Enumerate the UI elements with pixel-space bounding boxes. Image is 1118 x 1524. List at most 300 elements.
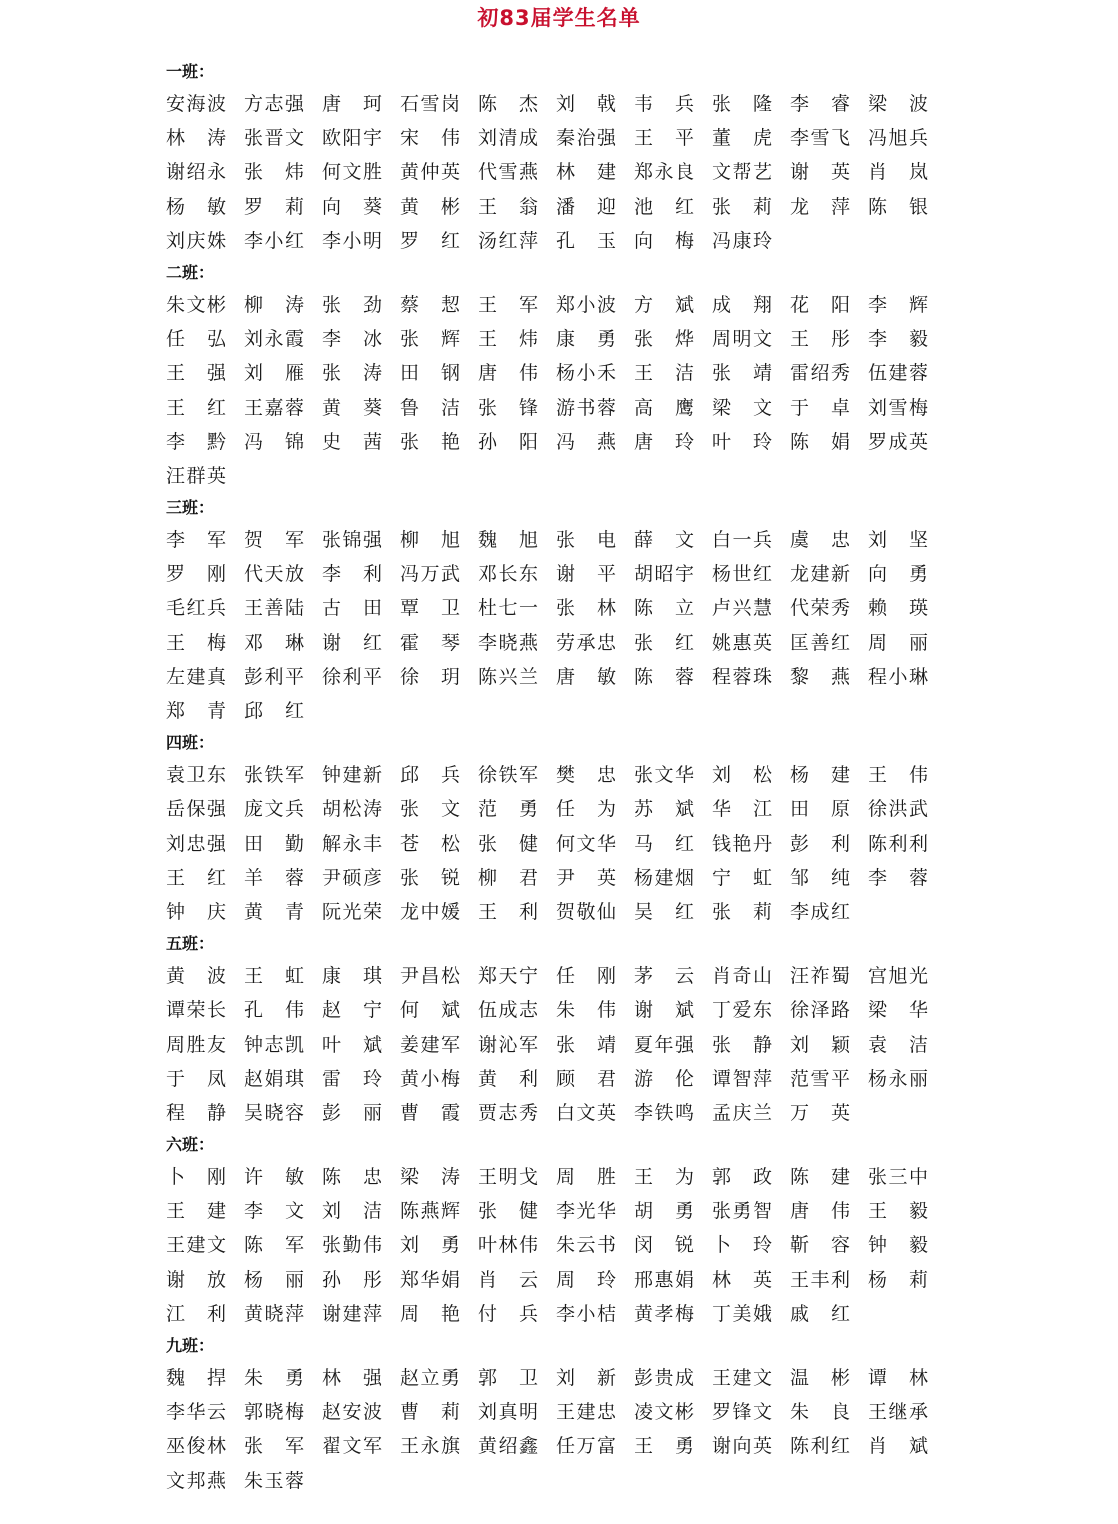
student-name: 谢 绍 永 bbox=[166, 161, 226, 184]
student-name: 孔 玉 bbox=[556, 229, 616, 252]
student-name: 匡 善 红 bbox=[790, 631, 850, 654]
student-name: 谭 林 bbox=[868, 1367, 928, 1389]
student-name: 刘 戟 bbox=[556, 93, 616, 115]
student-name: 魏 旭 bbox=[478, 529, 538, 552]
student-name: 王 利 bbox=[478, 900, 538, 923]
student-name: 梁 波 bbox=[868, 93, 928, 115]
student-name: 邓 琳 bbox=[244, 631, 304, 654]
student-name: 黄 波 bbox=[166, 965, 226, 988]
student-name: 杨 建 bbox=[790, 764, 850, 787]
student-name: 李 成 红 bbox=[790, 900, 850, 923]
class-section bbox=[166, 728, 946, 929]
student-name: 刘 颖 bbox=[790, 1033, 850, 1056]
student-name: 宁 虹 bbox=[712, 866, 772, 889]
student-name: 任 为 bbox=[556, 798, 616, 821]
student-name: 赵 娟 琪 bbox=[244, 1067, 304, 1090]
student-name: 贺 敬 仙 bbox=[556, 900, 616, 923]
student-name: 郑 小 波 bbox=[556, 293, 616, 316]
student-name: 贺 军 bbox=[244, 529, 304, 552]
student-name: 唐 玲 bbox=[634, 430, 694, 453]
student-name: 徐 泽 路 bbox=[790, 999, 850, 1022]
student-name: 谢 建 萍 bbox=[322, 1302, 382, 1325]
student-name: 张 锐 bbox=[400, 866, 460, 889]
name-grid bbox=[166, 959, 946, 1130]
student-name: 张 文 华 bbox=[634, 764, 694, 787]
student-name: 温 彬 bbox=[790, 1367, 850, 1389]
student-name: 虞 忠 bbox=[790, 529, 850, 552]
student-name: 林 强 bbox=[322, 1367, 382, 1389]
student-name: 向 葵 bbox=[322, 195, 382, 218]
student-name: 杨 建 烟 bbox=[634, 866, 694, 889]
student-name: 龙 建 新 bbox=[790, 563, 850, 586]
student-name: 邱 兵 bbox=[400, 764, 460, 787]
student-name: 代 荣 秀 bbox=[790, 597, 850, 620]
student-name: 覃 卫 bbox=[400, 597, 460, 620]
student-name: 代 天 放 bbox=[244, 563, 304, 586]
student-name: 王 为 bbox=[634, 1166, 694, 1189]
student-name: 王 善 陆 bbox=[244, 597, 304, 620]
student-name: 毛 红 兵 bbox=[166, 597, 226, 620]
student-name: 黎 燕 bbox=[790, 665, 850, 688]
student-name: 田 原 bbox=[790, 798, 850, 821]
student-name: 魏 捍 bbox=[166, 1367, 226, 1389]
student-name: 曹 霞 bbox=[400, 1101, 460, 1124]
student-name: 夏 年 强 bbox=[634, 1033, 694, 1056]
student-name: 张 烨 bbox=[634, 328, 694, 351]
student-name: 罗 莉 bbox=[244, 195, 304, 218]
student-name: 钟 建 新 bbox=[322, 764, 382, 787]
student-name: 王 红 bbox=[166, 396, 226, 419]
student-name: 刘 雁 bbox=[244, 362, 304, 385]
student-name: 马 红 bbox=[634, 832, 694, 855]
student-name: 王 嘉 蓉 bbox=[244, 396, 304, 419]
student-name: 肖 斌 bbox=[868, 1435, 928, 1458]
student-name: 柳 君 bbox=[478, 866, 538, 889]
student-name: 周 明 文 bbox=[712, 328, 772, 351]
student-name: 白 一 兵 bbox=[712, 529, 772, 552]
student-name: 刘 坚 bbox=[868, 529, 928, 552]
student-name: 李 辉 bbox=[868, 293, 928, 316]
student-name: 任 弘 bbox=[166, 328, 226, 351]
student-name: 叶 玲 bbox=[712, 430, 772, 453]
student-name: 郭 卫 bbox=[478, 1367, 538, 1389]
student-name: 阮 光 荣 bbox=[322, 900, 382, 923]
student-name: 朱 良 bbox=[790, 1401, 850, 1424]
student-name: 郑 华 娟 bbox=[400, 1268, 460, 1291]
student-name: 李 睿 bbox=[790, 93, 850, 115]
student-name: 谢 斌 bbox=[634, 999, 694, 1022]
student-name: 梁 文 bbox=[712, 396, 772, 419]
student-name: 伍 建 蓉 bbox=[868, 362, 928, 385]
name-grid bbox=[166, 523, 946, 728]
student-name: 花 阳 bbox=[790, 293, 850, 316]
student-name: 林 英 bbox=[712, 1268, 772, 1291]
student-name: 方 斌 bbox=[634, 293, 694, 316]
student-name: 罗 锋 文 bbox=[712, 1401, 772, 1424]
student-name: 杨 莉 bbox=[868, 1268, 928, 1291]
student-name: 孟 庆 兰 bbox=[712, 1101, 772, 1124]
student-name: 赵 宁 bbox=[322, 999, 382, 1022]
student-name: 张 艳 bbox=[400, 430, 460, 453]
student-name: 陈 军 bbox=[244, 1234, 304, 1257]
student-name: 叶 林 伟 bbox=[478, 1234, 538, 1257]
student-name: 袁 卫 东 bbox=[166, 764, 226, 787]
name-grid bbox=[166, 87, 946, 258]
student-name: 王 丰 利 bbox=[790, 1268, 850, 1291]
student-name: 田 钢 bbox=[400, 362, 460, 385]
student-name: 何 文 华 bbox=[556, 832, 616, 855]
student-name: 谭 智 萍 bbox=[712, 1067, 772, 1090]
student-name: 方 志 强 bbox=[244, 93, 304, 115]
student-name: 闵 锐 bbox=[634, 1234, 694, 1257]
student-name: 胡 昭 宇 bbox=[634, 563, 694, 586]
student-name: 尹 硕 彦 bbox=[322, 866, 382, 889]
student-name: 王 梅 bbox=[166, 631, 226, 654]
student-name: 唐 伟 bbox=[790, 1200, 850, 1223]
student-name: 张 锦 强 bbox=[322, 529, 382, 552]
student-name: 罗 红 bbox=[400, 229, 460, 252]
student-name: 陈 利 红 bbox=[790, 1435, 850, 1458]
student-name: 袁 洁 bbox=[868, 1033, 928, 1056]
student-name: 程 静 bbox=[166, 1101, 226, 1124]
student-name: 王 平 bbox=[634, 127, 694, 150]
student-name: 刘 忠 强 bbox=[166, 832, 226, 855]
student-name: 姜 建 军 bbox=[400, 1033, 460, 1056]
student-name: 凌 文 彬 bbox=[634, 1401, 694, 1424]
student-name: 唐 珂 bbox=[322, 93, 382, 115]
student-name: 朱 玉 蓉 bbox=[244, 1469, 304, 1492]
student-name: 张 炜 bbox=[244, 161, 304, 184]
student-name: 王 伟 bbox=[868, 764, 928, 787]
student-name: 王 军 bbox=[478, 293, 538, 316]
student-name: 薛 文 bbox=[634, 529, 694, 552]
student-name: 石 雪 岗 bbox=[400, 93, 460, 115]
student-name: 周 胜 友 bbox=[166, 1033, 226, 1056]
student-name: 田 勤 bbox=[244, 832, 304, 855]
student-name: 付 兵 bbox=[478, 1302, 538, 1325]
student-name: 张 军 bbox=[244, 1435, 304, 1458]
student-name: 黄 青 bbox=[244, 900, 304, 923]
student-name: 张 健 bbox=[478, 832, 538, 855]
student-name: 王 建 文 bbox=[166, 1234, 226, 1257]
student-name: 吴 晓 容 bbox=[244, 1101, 304, 1124]
student-name: 李 冰 bbox=[322, 328, 382, 351]
student-name: 李 铁 鸣 bbox=[634, 1101, 694, 1124]
student-name: 黄 孝 梅 bbox=[634, 1302, 694, 1325]
student-name: 安 海 波 bbox=[166, 93, 226, 115]
student-name: 张 锋 bbox=[478, 396, 538, 419]
student-name: 叶 斌 bbox=[322, 1033, 382, 1056]
class-section bbox=[166, 1130, 946, 1331]
student-name: 赵 安 波 bbox=[322, 1401, 382, 1424]
student-name: 汪 祚 蜀 bbox=[790, 965, 850, 988]
student-name: 柳 旭 bbox=[400, 529, 460, 552]
student-name: 冯 燕 bbox=[556, 430, 616, 453]
student-roster bbox=[166, 57, 946, 1498]
student-name: 任 刚 bbox=[556, 965, 616, 988]
student-name: 杨 世 红 bbox=[712, 563, 772, 586]
student-name: 胡 松 涛 bbox=[322, 798, 382, 821]
student-name: 刘 松 bbox=[712, 764, 772, 787]
student-name: 文 帮 艺 bbox=[712, 161, 772, 184]
student-name: 李 雪 飞 bbox=[790, 127, 850, 150]
student-name: 王 建 bbox=[166, 1200, 226, 1223]
student-name: 吴 红 bbox=[634, 900, 694, 923]
class-heading: 九班： bbox=[166, 1336, 215, 1355]
student-name: 张 莉 bbox=[712, 195, 772, 218]
student-name: 张 莉 bbox=[712, 900, 772, 923]
student-name: 张 红 bbox=[634, 631, 694, 654]
student-name: 霍 琴 bbox=[400, 631, 460, 654]
student-name: 范 勇 bbox=[478, 798, 538, 821]
student-name: 唐 敏 bbox=[556, 665, 616, 688]
student-name: 卢 兴 慧 bbox=[712, 597, 772, 620]
student-name: 钟 毅 bbox=[868, 1234, 928, 1257]
student-name: 尹 英 bbox=[556, 866, 616, 889]
student-name: 翟 文 军 bbox=[322, 1435, 382, 1458]
student-name: 张 辉 bbox=[400, 328, 460, 351]
student-name: 游 书 蓉 bbox=[556, 396, 616, 419]
student-name: 周 玲 bbox=[556, 1268, 616, 1291]
student-name: 黄 彬 bbox=[400, 195, 460, 218]
student-name: 黄 小 梅 bbox=[400, 1067, 460, 1090]
student-name: 徐 利 平 bbox=[322, 665, 382, 688]
student-name: 林 建 bbox=[556, 161, 616, 184]
student-name: 冯 康 玲 bbox=[712, 229, 772, 252]
student-name: 雷 玲 bbox=[322, 1067, 382, 1090]
student-name: 张 电 bbox=[556, 529, 616, 552]
student-name: 彭 丽 bbox=[322, 1101, 382, 1124]
student-name: 张 勇 智 bbox=[712, 1200, 772, 1223]
student-name: 卜 玲 bbox=[712, 1234, 772, 1257]
class-heading: 二班： bbox=[166, 262, 215, 282]
student-name: 鲁 洁 bbox=[400, 396, 460, 419]
student-name: 李 文 bbox=[244, 1200, 304, 1223]
student-name: 邹 纯 bbox=[790, 866, 850, 889]
student-name: 贾 志 秀 bbox=[478, 1101, 538, 1124]
student-name: 钟 庆 bbox=[166, 900, 226, 923]
student-name: 朱 勇 bbox=[244, 1367, 304, 1389]
student-name: 罗 成 英 bbox=[868, 430, 928, 453]
student-name: 成 翔 bbox=[712, 293, 772, 316]
student-name: 程 小 琳 bbox=[868, 665, 928, 688]
student-name: 陈 忠 bbox=[322, 1166, 382, 1189]
student-name: 左 建 真 bbox=[166, 665, 226, 688]
student-name: 蔡 恝 bbox=[400, 293, 460, 316]
student-name: 韦 兵 bbox=[634, 93, 694, 115]
student-name: 曹 莉 bbox=[400, 1401, 460, 1424]
student-name: 宫 旭 光 bbox=[868, 965, 928, 988]
class-heading: 一班： bbox=[166, 62, 215, 81]
student-name: 梁 华 bbox=[868, 999, 928, 1022]
student-name: 谢 向 英 bbox=[712, 1435, 772, 1458]
student-name: 解 永 丰 bbox=[322, 832, 382, 855]
student-name: 陈 燕 辉 bbox=[400, 1200, 460, 1223]
student-name: 康 琪 bbox=[322, 965, 382, 988]
student-name: 王 建 文 bbox=[712, 1367, 772, 1389]
student-name: 向 梅 bbox=[634, 229, 694, 252]
student-name: 陈 蓉 bbox=[634, 665, 694, 688]
student-name: 邢 惠 娟 bbox=[634, 1268, 694, 1291]
student-name: 唐 伟 bbox=[478, 362, 538, 385]
student-name: 黄 仲 英 bbox=[400, 161, 460, 184]
student-name: 李 军 bbox=[166, 529, 226, 552]
class-heading: 五班： bbox=[166, 934, 215, 954]
student-name: 欧 阳 宇 bbox=[322, 127, 382, 150]
student-name: 何 斌 bbox=[400, 999, 460, 1022]
student-name: 黄 晓 萍 bbox=[244, 1302, 304, 1325]
student-name: 赵 立 勇 bbox=[400, 1367, 460, 1389]
student-name: 刘 庆 姝 bbox=[166, 229, 226, 252]
student-name: 徐 铁 军 bbox=[478, 764, 538, 787]
student-name: 丁 爱 东 bbox=[712, 999, 772, 1022]
student-name: 李 华 云 bbox=[166, 1401, 226, 1424]
student-name: 彭 利 bbox=[790, 832, 850, 855]
student-name: 钱 艳 丹 bbox=[712, 832, 772, 855]
student-name: 陈 银 bbox=[868, 195, 928, 218]
student-name: 宋 伟 bbox=[400, 127, 460, 150]
student-name: 李 小 红 bbox=[244, 229, 304, 252]
student-name: 龙 萍 bbox=[790, 195, 850, 218]
name-grid bbox=[166, 1160, 946, 1331]
student-name: 顾 君 bbox=[556, 1067, 616, 1090]
student-name: 何 文 胜 bbox=[322, 161, 382, 184]
student-name: 范 雪 平 bbox=[790, 1067, 850, 1090]
student-name: 杨 小 禾 bbox=[556, 362, 616, 385]
student-name: 谢 沁 军 bbox=[478, 1033, 538, 1056]
student-name: 王 炜 bbox=[478, 328, 538, 351]
student-name: 张 晋 文 bbox=[244, 127, 304, 150]
student-name: 赖 瑛 bbox=[868, 597, 928, 620]
student-name: 张 健 bbox=[478, 1200, 538, 1223]
student-name: 邓 长 东 bbox=[478, 563, 538, 586]
student-name: 尹 昌 松 bbox=[400, 965, 460, 988]
student-name: 陈 立 bbox=[634, 597, 694, 620]
student-name: 谢 红 bbox=[322, 631, 382, 654]
student-name: 戚 红 bbox=[790, 1302, 850, 1325]
student-name: 张 林 bbox=[556, 597, 616, 620]
student-name: 王 翁 bbox=[478, 195, 538, 218]
student-name: 陈 建 bbox=[790, 1166, 850, 1189]
student-name: 陈 利 利 bbox=[868, 832, 928, 855]
student-name: 杨 永 丽 bbox=[868, 1067, 928, 1090]
student-name: 劳 承 忠 bbox=[556, 631, 616, 654]
student-name: 汤 红 萍 bbox=[478, 229, 538, 252]
student-name: 张 铁 军 bbox=[244, 764, 304, 787]
student-name: 汪 群 英 bbox=[166, 464, 226, 487]
student-name: 黄 绍 鑫 bbox=[478, 1435, 538, 1458]
class-heading: 三班： bbox=[166, 498, 215, 518]
student-name: 杨 敏 bbox=[166, 195, 226, 218]
student-name: 康 勇 bbox=[556, 328, 616, 351]
student-name: 张 三 中 bbox=[868, 1166, 928, 1189]
student-name: 庞 文 兵 bbox=[244, 798, 304, 821]
student-name: 王 永 旗 bbox=[400, 1435, 460, 1458]
student-name: 谭 荣 长 bbox=[166, 999, 226, 1022]
student-name: 郭 政 bbox=[712, 1166, 772, 1189]
student-name: 孔 伟 bbox=[244, 999, 304, 1022]
student-name: 肖 奇 山 bbox=[712, 965, 772, 988]
student-name: 刘 勇 bbox=[400, 1234, 460, 1257]
student-name: 朱 伟 bbox=[556, 999, 616, 1022]
student-name: 于 卓 bbox=[790, 396, 850, 419]
student-name: 任 万 富 bbox=[556, 1435, 616, 1458]
student-name: 王 毅 bbox=[868, 1200, 928, 1223]
student-name: 谢 平 bbox=[556, 563, 616, 586]
student-name: 郑 永 良 bbox=[634, 161, 694, 184]
student-name: 张 涛 bbox=[322, 362, 382, 385]
student-name: 羊 蓉 bbox=[244, 866, 304, 889]
student-name: 周 艳 bbox=[400, 1302, 460, 1325]
student-name: 谢 英 bbox=[790, 161, 850, 184]
student-name: 江 利 bbox=[166, 1302, 226, 1325]
student-name: 黄 葵 bbox=[322, 396, 382, 419]
student-name: 王 继 承 bbox=[868, 1401, 928, 1424]
student-name: 高 鹰 bbox=[634, 396, 694, 419]
student-name: 华 江 bbox=[712, 798, 772, 821]
student-name: 冯 万 武 bbox=[400, 563, 460, 586]
student-name: 刘 清 成 bbox=[478, 127, 538, 150]
student-name: 李 黔 bbox=[166, 430, 226, 453]
student-name: 刘 真 明 bbox=[478, 1401, 538, 1424]
student-name: 冯 锦 bbox=[244, 430, 304, 453]
student-name: 苏 斌 bbox=[634, 798, 694, 821]
student-name: 陈 兴 兰 bbox=[478, 665, 538, 688]
student-name: 王 明 戈 bbox=[478, 1166, 538, 1189]
class-section bbox=[166, 929, 946, 1130]
class-section bbox=[166, 1331, 946, 1498]
class-heading: 六班： bbox=[166, 1135, 215, 1155]
name-grid bbox=[166, 1361, 946, 1498]
student-name: 孙 阳 bbox=[478, 430, 538, 453]
student-name: 王 勇 bbox=[634, 1435, 694, 1458]
page-title: 初83届学生名单 bbox=[477, 6, 641, 30]
student-name: 游 伦 bbox=[634, 1067, 694, 1090]
student-name: 茅 云 bbox=[634, 965, 694, 988]
student-name: 谢 放 bbox=[166, 1268, 226, 1291]
student-name: 朱 文 彬 bbox=[166, 293, 226, 316]
student-name: 杨 丽 bbox=[244, 1268, 304, 1291]
student-name: 李 蓉 bbox=[868, 866, 928, 889]
class-section bbox=[166, 258, 946, 493]
student-name: 刘 洁 bbox=[322, 1200, 382, 1223]
student-name: 彭 贵 成 bbox=[634, 1367, 694, 1389]
student-name: 王 强 bbox=[166, 362, 226, 385]
student-name: 孙 彤 bbox=[322, 1268, 382, 1291]
student-name: 姚 惠 英 bbox=[712, 631, 772, 654]
student-name: 周 胜 bbox=[556, 1166, 616, 1189]
student-name: 靳 容 bbox=[790, 1234, 850, 1257]
student-name: 王 洁 bbox=[634, 362, 694, 385]
student-name: 张 劲 bbox=[322, 293, 382, 316]
student-name: 王 彤 bbox=[790, 328, 850, 351]
student-name: 李 光 华 bbox=[556, 1200, 616, 1223]
student-name: 刘 新 bbox=[556, 1367, 616, 1389]
student-name: 梁 涛 bbox=[400, 1166, 460, 1189]
student-name: 彭 利 平 bbox=[244, 665, 304, 688]
student-name: 杜 七 一 bbox=[478, 597, 538, 620]
student-name: 李 小 桔 bbox=[556, 1302, 616, 1325]
student-name: 代 雪 燕 bbox=[478, 161, 538, 184]
student-name: 许 敏 bbox=[244, 1166, 304, 1189]
student-name: 林 涛 bbox=[166, 127, 226, 150]
student-name: 刘 雪 梅 bbox=[868, 396, 928, 419]
student-name: 肖 云 bbox=[478, 1268, 538, 1291]
student-name: 张 文 bbox=[400, 798, 460, 821]
student-name: 胡 勇 bbox=[634, 1200, 694, 1223]
class-section bbox=[166, 493, 946, 728]
student-name: 黄 利 bbox=[478, 1067, 538, 1090]
